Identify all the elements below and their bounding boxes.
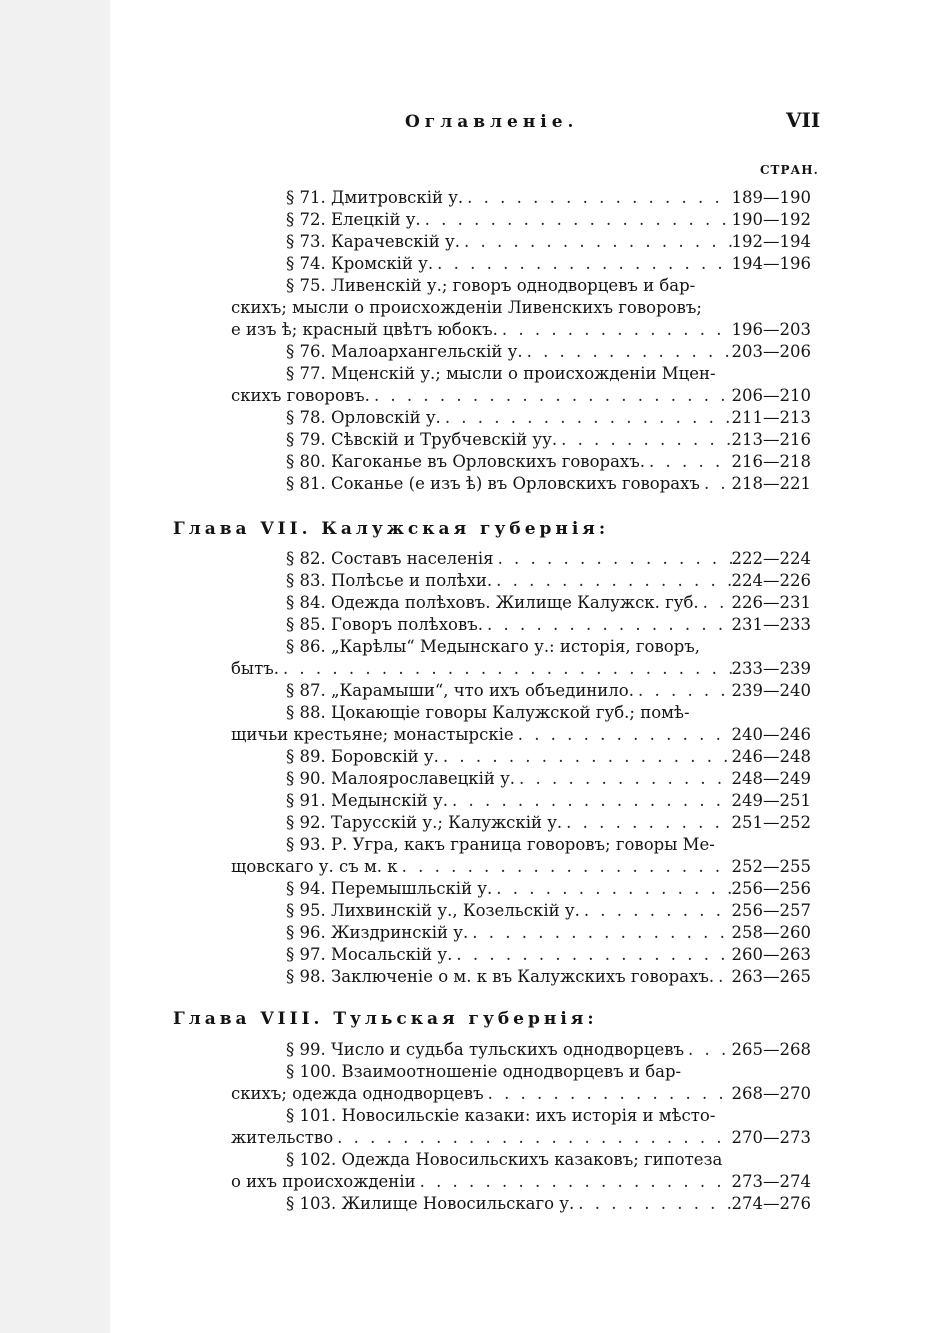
entry-text-cont: скихъ; мысли о происхожденіи Ливенскихъ говоровъ; <box>231 298 702 317</box>
entry-text: § 71. Дмитровскій у. <box>286 188 464 207</box>
entry-pages: 239—240 <box>731 681 811 700</box>
entry-text: § 77. Мценскій у.; мысли о происхожденіи Мцен- <box>286 364 716 383</box>
leader-dots <box>700 473 732 495</box>
leader-dots <box>448 790 732 812</box>
entry-text: § 84. Одежда полѣховъ. Жилище Калужск. губ. <box>286 593 699 612</box>
entry-text: § 75. Ливенскій у.; говоръ однодворцевъ и бар- <box>286 276 696 295</box>
leader-dots <box>484 1083 732 1105</box>
entry-pages: 256—256 <box>731 879 811 898</box>
leader-dots <box>523 341 732 363</box>
entry-text-cont: е изъ ѣ; красный цвѣтъ юбокъ. <box>231 320 498 339</box>
toc-entry <box>286 900 811 922</box>
entry-pages: 258—260 <box>731 923 811 942</box>
toc-entry-continuation <box>231 658 811 680</box>
entry-pages: 203—206 <box>731 342 811 361</box>
entry-text-cont: щовскаго у. съ м. к <box>231 857 398 876</box>
leader-dots <box>460 231 732 253</box>
toc-entry <box>286 1193 811 1215</box>
leader-dots <box>574 1193 731 1215</box>
toc-entry <box>286 790 811 812</box>
leader-dots <box>492 570 731 592</box>
pages-column-heading: СТРАН. <box>760 163 819 177</box>
entry-pages: 222—224 <box>731 549 811 568</box>
leader-dots <box>645 451 732 473</box>
toc-entry <box>286 922 811 944</box>
running-header <box>0 108 936 138</box>
toc-entry-first-line <box>286 636 811 658</box>
toc-entry-first-line <box>286 702 811 724</box>
entry-pages: 263—265 <box>731 967 811 986</box>
leader-dots <box>416 1171 732 1193</box>
entry-text: § 97. Мосальскій у. <box>286 945 453 964</box>
entry-text: § 82. Составъ населенія <box>286 549 494 568</box>
toc-entry <box>286 429 811 451</box>
leader-dots <box>483 614 731 636</box>
entry-text: § 90. Малоярославецкій у. <box>286 769 516 788</box>
scan-margin-shade <box>0 0 110 1333</box>
entry-pages: 248—249 <box>731 769 811 788</box>
entry-text: § 89. Боровскій у. <box>286 747 439 766</box>
entry-text: § 81. Соканье (е изъ ѣ) въ Орловскихъ говорахъ <box>286 474 700 493</box>
leader-dots <box>494 548 732 570</box>
toc-entry <box>286 746 811 768</box>
entry-text: § 72. Елецкій у. <box>286 210 421 229</box>
toc-entry <box>286 570 811 592</box>
leader-dots <box>333 1127 731 1149</box>
toc-entry <box>286 614 811 636</box>
toc-entry <box>286 209 811 231</box>
leader-dots <box>515 768 731 790</box>
entry-text-cont: щичьи крестьяне; монастырскіе <box>231 725 514 744</box>
chapter-title: Глава VIII. Тульская губернія: <box>173 1009 598 1029</box>
entry-text-cont: о ихъ происхожденіи <box>231 1172 416 1191</box>
toc-entry <box>286 231 811 253</box>
entry-text: § 80. Кагоканье въ Орловскихъ говорахъ. <box>286 452 645 471</box>
toc-entry-continuation <box>231 297 811 319</box>
toc-entry <box>286 944 811 966</box>
toc-entry <box>286 473 811 495</box>
entry-text: § 103. Жилище Новосильскаго у. <box>286 1194 575 1213</box>
toc-entry-continuation <box>231 385 811 407</box>
entry-pages: 218—221 <box>731 474 811 493</box>
entry-pages: 252—255 <box>731 857 811 876</box>
toc-entry-continuation <box>231 1127 811 1149</box>
leader-dots <box>580 900 732 922</box>
entry-text: § 98. Заключеніе о м. к въ Калужскихъ говорахъ. <box>286 967 715 986</box>
header-title: Оглавленіе. <box>405 112 579 132</box>
entry-text: § 95. Лихвинскій у., Козельскій у. <box>286 901 580 920</box>
entry-pages: 256—257 <box>731 901 811 920</box>
leader-dots <box>463 187 731 209</box>
toc-entry-continuation <box>231 724 811 746</box>
entry-pages: 226—231 <box>731 593 811 612</box>
header-page-number: VII <box>786 108 821 132</box>
toc-entry <box>286 966 811 988</box>
entry-pages: 273—274 <box>731 1172 811 1191</box>
leader-dots <box>433 253 731 275</box>
toc-entry-first-line <box>286 363 811 385</box>
toc-entry <box>286 341 811 363</box>
leader-dots <box>468 922 731 944</box>
toc-entry-continuation <box>231 1083 811 1105</box>
leader-dots <box>498 319 732 341</box>
chapter-heading-8 <box>173 1006 598 1032</box>
entry-pages: 224—226 <box>731 571 811 590</box>
toc-entry-first-line <box>286 1149 811 1171</box>
entry-text-cont: жительство <box>231 1128 334 1147</box>
toc-entry-first-line <box>286 1105 811 1127</box>
entry-text: § 93. Р. Угра, какъ граница говоровъ; говоры Ме- <box>286 835 715 854</box>
leader-dots <box>557 429 731 451</box>
entry-text: § 88. Цокающіе говоры Калужской губ.; помѣ- <box>286 703 690 722</box>
entry-text: § 87. „Карамыши“, что ихъ объединило. <box>286 681 634 700</box>
entry-text-cont: скихъ; одежда однодворцевъ <box>231 1084 484 1103</box>
toc-entry <box>286 592 811 614</box>
entry-text: § 102. Одежда Новосильскихъ казаковъ; гипотеза <box>286 1150 723 1169</box>
leader-dots <box>684 1039 731 1061</box>
chapter-title: Глава VII. Калужская губернія: <box>173 519 610 539</box>
entry-text: § 83. Полѣсье и полѣхи. <box>286 571 493 590</box>
entry-pages: 196—203 <box>731 320 811 339</box>
toc-entry-continuation <box>231 856 811 878</box>
entry-text-cont: скихъ говоровъ. <box>231 386 370 405</box>
toc-entry-first-line <box>286 1061 811 1083</box>
leader-dots <box>514 724 732 746</box>
toc-entry <box>286 812 811 834</box>
entry-pages: 240—246 <box>731 725 811 744</box>
entry-pages: 211—213 <box>731 408 811 427</box>
toc-entry <box>286 253 811 275</box>
entry-pages: 233—239 <box>731 659 811 678</box>
toc-entry <box>286 407 811 429</box>
entry-text: § 94. Перемышльскій у. <box>286 879 493 898</box>
leader-dots <box>421 209 732 231</box>
entry-text: § 85. Говоръ полѣховъ. <box>286 615 484 634</box>
entry-pages: 194—196 <box>731 254 811 273</box>
entry-pages: 190—192 <box>731 210 811 229</box>
entry-pages: 189—190 <box>731 188 811 207</box>
toc-entry-first-line <box>286 275 811 297</box>
toc-entry <box>286 768 811 790</box>
leader-dots <box>398 856 732 878</box>
leader-dots <box>714 966 731 988</box>
entry-text: § 78. Орловскій у. <box>286 408 441 427</box>
entry-text: § 91. Медынскій у. <box>286 791 448 810</box>
entry-text: § 73. Карачевскій у. <box>286 232 460 251</box>
toc-entry <box>286 451 811 473</box>
leader-dots <box>370 385 732 407</box>
leader-dots <box>452 944 731 966</box>
toc-entry <box>286 680 811 702</box>
leader-dots <box>699 592 732 614</box>
leader-dots <box>634 680 732 702</box>
leader-dots <box>439 746 732 768</box>
toc-entry-continuation <box>231 1171 811 1193</box>
entry-pages: 249—251 <box>731 791 811 810</box>
toc-entry-first-line <box>286 834 811 856</box>
entry-pages: 274—276 <box>731 1194 811 1213</box>
entry-pages: 231—233 <box>731 615 811 634</box>
entry-pages: 206—210 <box>731 386 811 405</box>
entry-text-cont: бытъ. <box>231 659 279 678</box>
entry-text: § 92. Тарусскій у.; Калужскій у. <box>286 813 563 832</box>
entry-pages: 213—216 <box>731 430 811 449</box>
entry-text: § 76. Малоархангельскій у. <box>286 342 523 361</box>
leader-dots <box>562 812 731 834</box>
toc-entry <box>286 548 811 570</box>
leader-dots <box>492 878 731 900</box>
entry-text: § 100. Взаимоотношеніе однодворцевъ и бар- <box>286 1062 682 1081</box>
entry-text: § 101. Новосильскіе казаки: ихъ исторія и мѣсто- <box>286 1106 716 1125</box>
entry-text: § 79. Сѣвскій и Трубчевскій уу. <box>286 430 558 449</box>
toc-entry <box>286 878 811 900</box>
leader-dots <box>441 407 732 429</box>
entry-pages: 246—248 <box>731 747 811 766</box>
entry-pages: 268—270 <box>731 1084 811 1103</box>
entry-text: § 74. Кромскій у. <box>286 254 434 273</box>
entry-text: § 86. „Карѣлы“ Медынскаго у.: исторія, говоръ, <box>286 637 701 656</box>
entry-pages: 192—194 <box>731 232 811 251</box>
toc-entry-continuation <box>231 319 811 341</box>
entry-pages: 216—218 <box>731 452 811 471</box>
entry-pages: 270—273 <box>731 1128 811 1147</box>
entry-pages: 260—263 <box>731 945 811 964</box>
entry-text: § 96. Жиздринскій у. <box>286 923 469 942</box>
chapter-heading-7 <box>173 516 609 542</box>
leader-dots <box>279 658 732 680</box>
toc-entry <box>286 1039 811 1061</box>
entry-pages: 265—268 <box>731 1040 811 1059</box>
entry-text: § 99. Число и судьба тульскихъ однодворцевъ <box>286 1040 685 1059</box>
toc-entry <box>286 187 811 209</box>
entry-pages: 251—252 <box>731 813 811 832</box>
